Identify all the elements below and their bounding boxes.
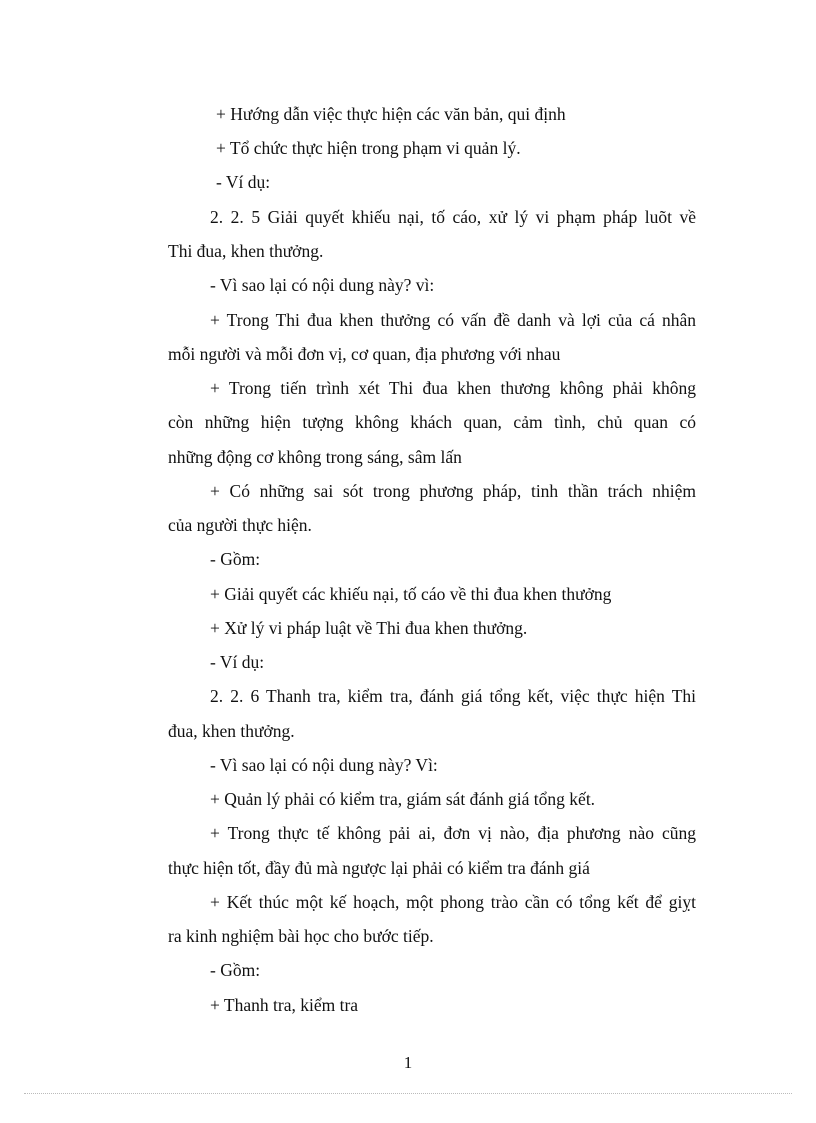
text-line: ra kinh nghiệm bài học cho bước tiếp. [168,926,434,946]
text-line: - Vì sao lại có nội dung này? vì: [210,275,435,295]
text-line: + Trong Thi đua khen thưởng có vấn đề danh và lợi của cá nhân [210,310,696,330]
text-line: + Có những sai sót trong phương pháp, tinh thần trách nhiệm [210,481,696,501]
text-line: + Kết thúc một kế hoạch, một phong trào cần có tổng kết để giỵt [210,892,696,912]
page-number: 1 [403,1053,413,1072]
text-line: + Quản lý phải có kiểm tra, giám sát đánh giá tổng kết. [210,789,596,809]
text-line: Thi đua, khen thưởng. [168,241,324,261]
text-line: thực hiện tốt, đầy đủ mà ngược lại phải có kiểm tra đánh giá [168,858,590,878]
section-heading: 2. 2. 6 Thanh tra, kiểm tra, đánh giá tổng kết, việc thực hiện Thi [210,686,696,706]
text-line: - Vì sao lại có nội dung này? Vì: [210,755,438,775]
text-line: + Xử lý vi pháp luật về Thi đua khen thưởng. [210,618,528,638]
text-line: còn những hiện tượng không khách quan, cảm tình, chủ quan có [168,412,696,432]
text-line: - Ví dụ: [210,652,265,672]
text-line: mỗi người và mỗi đơn vị, cơ quan, địa phương với nhau [168,344,561,364]
section-heading: 2. 2. 5 Giải quyết khiếu nại, tố cáo, xử lý vi phạm pháp luõt về [210,207,696,227]
text-line: + Hướng dẫn việc thực hiện các văn bản, qui định [216,104,566,124]
text-line: + Thanh tra, kiểm tra [210,995,359,1015]
text-line: + Tổ chức thực hiện trong phạm vi quản lý. [216,138,521,158]
text-line: những động cơ không trong sáng, sâm lấn [168,447,462,467]
text-line: của người thực hiện. [168,515,312,535]
text-line: + Trong thực tế không pải ai, đơn vị nào, địa phương nào cũng [210,823,696,843]
page-bottom-divider [24,1093,792,1094]
text-line: đua, khen thưởng. [168,721,295,741]
text-line: - Ví dụ: [216,172,271,192]
text-line: + Trong tiến trình xét Thi đua khen thương không phải không [210,378,696,398]
text-line: + Giải quyết các khiếu nại, tố cáo về thi đua khen thưởng [210,584,612,604]
text-line: - Gồm: [210,549,261,569]
text-line: - Gồm: [210,960,261,980]
